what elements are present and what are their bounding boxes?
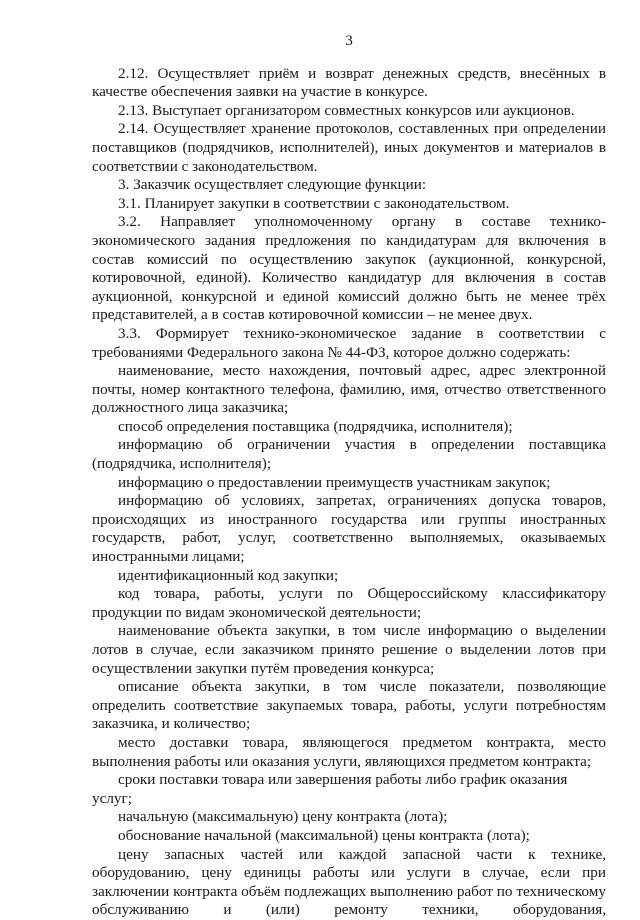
paragraph-2-14: 2.14. Осуществляет хранение протоколов, составленных при определении поставщиков (подрядчиков, исполнителей), иных документов и материалов в соответствии с законодательством. [92, 120, 606, 175]
list-item-price-justification: обоснование начальной (максимальной) цены контракта (лота); [118, 826, 530, 844]
paragraph-3-heading: 3. Заказчик осуществляет следующие функции: [118, 176, 427, 194]
list-item-purchase-code: идентификационный код закупки; [118, 566, 339, 584]
list-item-advantages: информацию о предоставлении преимуществ участникам закупок; [118, 473, 551, 491]
list-item-customer-details: наименование, место нахождения, почтовый адрес, адрес электронной почты, номер контактного телефона, фамилию, имя, отчество ответственного должностного лица заказчика; [92, 362, 606, 417]
list-item-participation-limit: информацию об ограничении участия в определении поставщика (подрядчика, исполнителя); [92, 436, 606, 473]
list-item-description: описание объекта закупки, в том числе показатели, позволяющие определить соответствие закупаемых товара, работы, услуги потребностям заказчика, и количество; [92, 678, 606, 733]
list-item-foreign-goods: информацию об условиях, запретах, ограничениях допуска товаров, происходящих из иностранного государства или группы иностранных государств, работ, услуг, соответственно выполняемых, оказываемых иностранными лицами; [92, 492, 606, 566]
list-item-lots: наименование объекта закупки, в том числе информацию о выделении лотов в случае, если заказчиком принято решение о выделении лотов при осуществлении закупки путём проведения конкурса; [92, 622, 606, 677]
paragraph-3-2: 3.2. Направляет уполномоченному органу в составе технико-экономического задания предложения по кандидатурам для включения в состав комиссий по осуществлению закупок (аукционной, конкурсной, котировочной, единой). Количество кандидатур для включения в состав аукционной, конкурсной и единой комиссий должно быть не менее трёх представителей, а в состав котировочной комиссии – не менее двух. [92, 213, 606, 324]
paragraph-2-12: 2.12. Осуществляет приём и возврат денежных средств, внесённых в качестве обеспечения заявки на участие в конкурсе. [92, 64, 606, 101]
list-item-spare-parts: цену запасных частей или каждой запасной части к технике, оборудованию, цену единицы работы или услуги в случае, если при заключении контракта объём подлежащих выполнению работ по техническому обслуживанию и (или) ремонту техники, оборудования, [92, 845, 606, 919]
page-number: 3 [345, 32, 353, 49]
list-item-supplier-method: способ определения поставщика (подрядчика, исполнителя); [118, 417, 513, 435]
paragraph-3-3: 3.3. Формирует технико-экономическое задание в соответствии с требованиями Федерального закона № 44-ФЗ, которое должно содержать: [92, 324, 606, 361]
list-item-initial-price: начальную (максимальную) цену контракта (лота); [118, 808, 448, 826]
list-item-product-code: код товара, работы, услуги по Общероссийскому классификатору продукции по видам экономической деятельности; [92, 585, 606, 621]
list-item-deadlines: сроки поставки товара или завершения работы либо график оказания услуг; [92, 771, 568, 807]
list-item-delivery-place: место доставки товара, являющегося предметом контракта, место выполнения работы или оказания услуги, являющихся предметом контракта; [92, 733, 606, 770]
paragraph-2-13: 2.13. Выступает организатором совместных конкурсов или аукционов. [118, 101, 575, 119]
paragraph-3-1: 3.1. Планирует закупки в соответствии с законодательством. [118, 194, 510, 212]
